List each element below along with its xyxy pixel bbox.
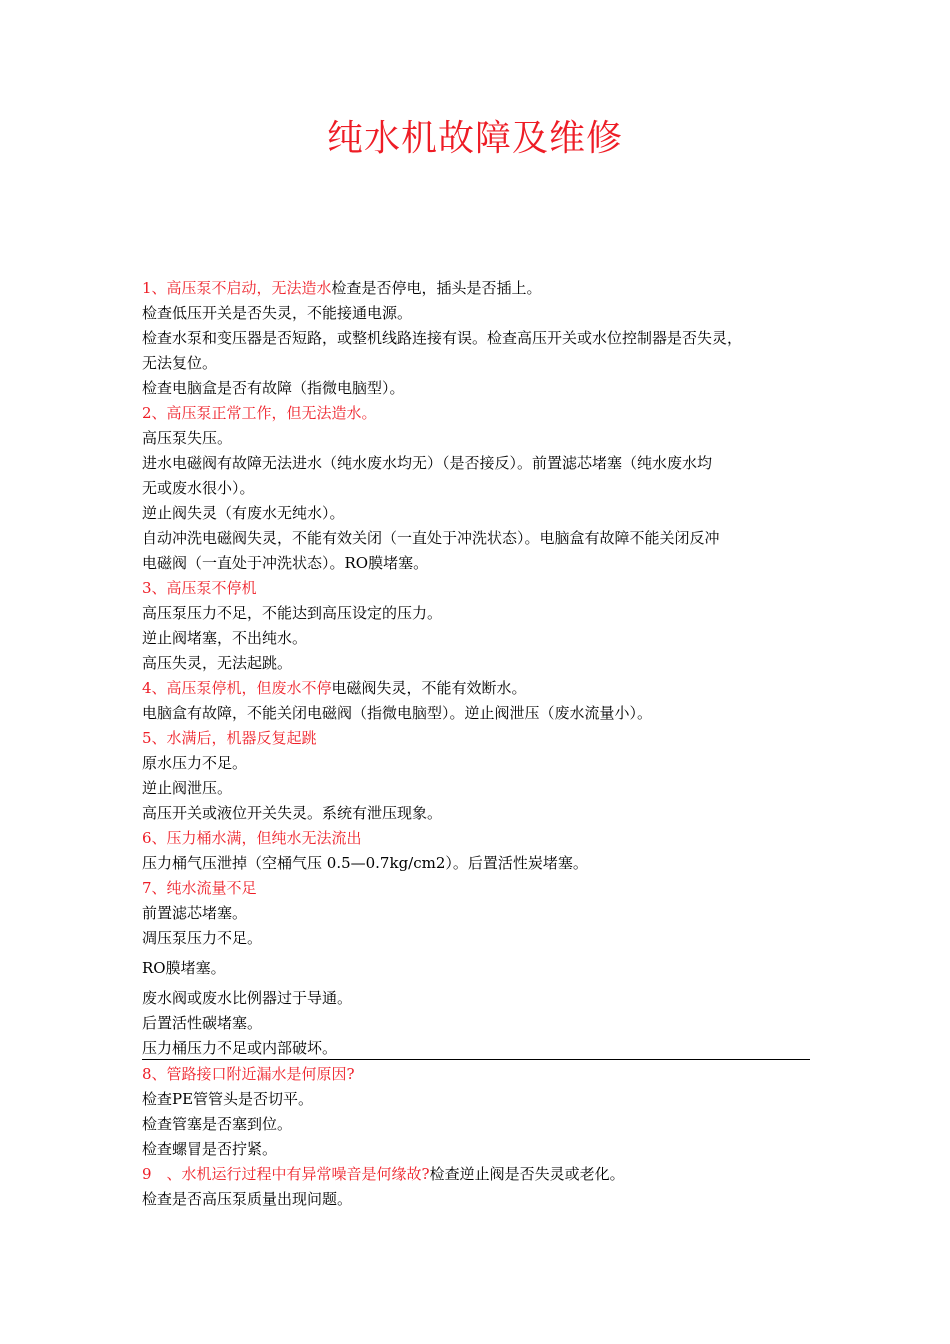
section-1-heading: 1、高压泵不启动，无法造水 xyxy=(142,279,332,297)
section-3-heading: 3、高压泵不停机 xyxy=(142,579,257,597)
section-9-line xyxy=(142,1162,814,1187)
section-1-text: 检查是否停电，插头是否插上。 xyxy=(331,279,542,297)
section-4-text: 电磁阀失灵，不能有效断水。 xyxy=(331,679,527,697)
paragraph: 高压泵压力不足，不能达到高压设定的压力。 xyxy=(142,604,443,622)
paragraph: 自动冲洗电磁阀失灵，不能有效关闭（一直处于冲洗状态）。电脑盒有故障不能关闭反冲 xyxy=(142,529,720,547)
paragraph: 检查低压开关是否失灵，不能接通电源。 xyxy=(142,304,413,322)
paragraph: 检查是否高压泵质量出现问题。 xyxy=(142,1190,353,1208)
paragraph: 进水电磁阀有故障无法进水（纯水废水均无）（是否接反）。前置滤芯堵塞（纯水废水均 xyxy=(142,454,713,472)
paragraph: RO膜堵塞。 xyxy=(142,959,226,977)
document-title: 纯水机故障及维修 xyxy=(326,118,623,159)
paragraph: 压力桶压力不足或内部破坏。 xyxy=(142,1039,338,1057)
document-body xyxy=(142,276,814,1212)
paragraph: 后置活性碳堵塞。 xyxy=(142,1014,263,1032)
paragraph: 检查电脑盒是否有故障（指微电脑型）。 xyxy=(142,379,405,397)
section-5-heading: 5、水满后，机器反复起跳 xyxy=(142,729,317,747)
section-2-heading: 2、高压泵正常工作，但无法造水。 xyxy=(142,404,377,422)
paragraph: 检查水泵和变压器是否短路，或整机线路连接有误。检查高压开关或水位控制器是否失灵， xyxy=(142,329,743,347)
section-7-heading: 7、纯水流量不足 xyxy=(142,879,257,897)
paragraph: 逆止阀失灵（有废水无纯水）。 xyxy=(142,504,345,522)
paragraph: 凋压泵压力不足。 xyxy=(142,929,263,947)
paragraph: 高压失灵，无法起跳。 xyxy=(142,654,293,672)
paragraph: 高压开关或液位开关失灵。系统有泄压现象。 xyxy=(142,804,443,822)
paragraph: 检查管塞是否塞到位。 xyxy=(142,1115,293,1133)
paragraph: 无法复位。 xyxy=(142,354,218,372)
section-9-text: 检查逆止阀是否失灵或老化。 xyxy=(429,1165,625,1183)
section-4-heading: 4、高压泵停机，但废水不停 xyxy=(142,679,332,697)
paragraph: 检查PE管管头是否切平。 xyxy=(142,1090,314,1108)
paragraph: 压力桶气压泄掉（空桶气压 0.5—0.7kg/cm2）。后置活性炭堵塞。 xyxy=(142,854,588,872)
paragraph: 高压泵失压。 xyxy=(142,429,233,447)
paragraph: 逆止阀泄压。 xyxy=(142,779,233,797)
paragraph: 检查螺冒是否拧紧。 xyxy=(142,1140,278,1158)
paragraph: 电脑盒有故障，不能关闭电磁阀（指微电脑型）。逆止阀泄压（废水流量小）。 xyxy=(142,704,653,722)
section-9-heading: 9 、水机运行过程中有异常噪音是何缘故? xyxy=(142,1165,430,1183)
paragraph: 废水阀或废水比例器过于导通。 xyxy=(142,989,353,1007)
section-4-line xyxy=(142,676,814,701)
paragraph: 原水压力不足。 xyxy=(142,754,248,772)
section-6-heading: 6、压力桶水满，但纯水无法流出 xyxy=(142,829,362,847)
section-8-heading: 8、管路接口附近漏水是何原因? xyxy=(142,1065,355,1083)
paragraph: 逆止阀堵塞，不出纯水。 xyxy=(142,629,308,647)
paragraph: 前置滤芯堵塞。 xyxy=(142,904,248,922)
paragraph: 无或废水很小）。 xyxy=(142,479,255,497)
paragraph: 电磁阀（一直处于冲洗状态）。RO膜堵塞。 xyxy=(142,554,429,572)
section-1-line xyxy=(142,276,814,301)
